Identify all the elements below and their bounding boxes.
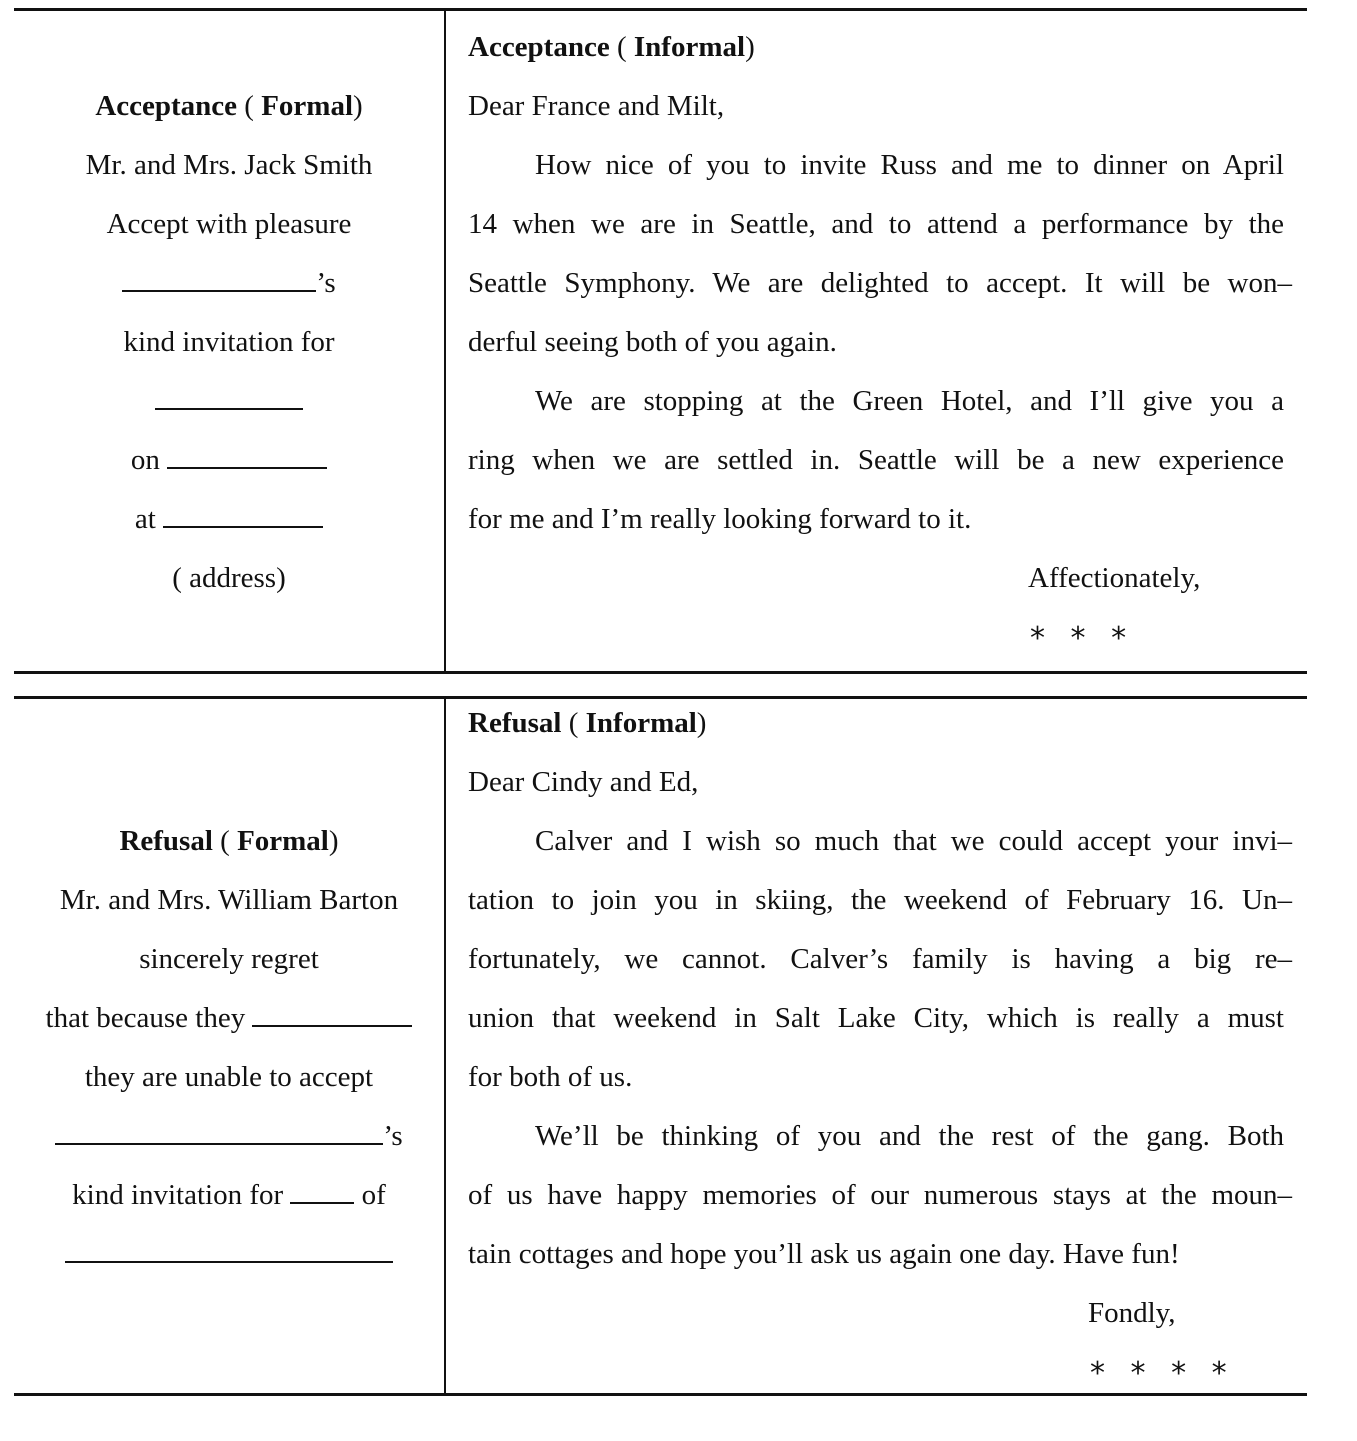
acceptance-formal-accept: Accept with pleasure xyxy=(106,208,352,240)
refusal-informal-p1-line2: tation to join you in skiing, the weekend of February 16. Un– xyxy=(468,884,1292,916)
refusal-informal-salutation: Dear Cindy and Ed, xyxy=(468,766,699,798)
acceptance-informal-p2-line3: for me and I’m really looking forward to it. xyxy=(468,503,972,535)
section-divider-rule-2 xyxy=(14,696,1307,699)
refusal-informal-p1-line1: Calver and I wish so much that we could accept your invi– xyxy=(535,825,1292,857)
because-label: that because they xyxy=(45,1002,246,1034)
acceptance-formal-host-name-line xyxy=(14,266,444,300)
refusal-informal-heading-kind: Informal xyxy=(585,707,697,739)
host-name-blank xyxy=(122,266,316,292)
acceptance-informal-closing: Affectionately, xyxy=(1028,562,1201,594)
refusal-informal-signature: * * * * xyxy=(1090,1356,1235,1391)
column-divider-top xyxy=(444,10,446,672)
possessive-suffix: ’s xyxy=(383,1120,403,1152)
refusal-formal-host-name-line xyxy=(14,1119,444,1153)
possessive-suffix: ’s xyxy=(316,267,336,299)
acceptance-informal-p1-line2: 14 when we are in Seattle, and to attend a performance by the xyxy=(468,208,1284,240)
refusal-formal-heading-kind: Formal xyxy=(237,825,329,857)
reason-blank xyxy=(252,1001,412,1027)
invitation-label: kind invitation for xyxy=(72,1179,284,1211)
refusal-formal-because-line xyxy=(14,1001,444,1035)
refusal-formal-heading: Refusal ( Formal) xyxy=(119,825,339,857)
refusal-informal-p1-line4: union that weekend in Salt Lake City, which is really a must xyxy=(468,1002,1284,1034)
acceptance-informal-p2-line2: ring when we are settled in. Seattle will be a new experience xyxy=(468,444,1284,476)
refusal-formal-invitation-line xyxy=(14,1178,444,1212)
refusal-informal-heading-word: Refusal xyxy=(468,707,562,739)
acceptance-informal-p1-line3: Seattle Symphony. We are delighted to accept. It will be won– xyxy=(468,267,1292,299)
refusal-formal-regret: sincerely regret xyxy=(139,943,319,975)
section-divider-rule-1 xyxy=(14,671,1307,674)
acceptance-informal-p1-line4: derful seeing both of you again. xyxy=(468,326,837,358)
acceptance-formal-host: Mr. and Mrs. Jack Smith xyxy=(85,149,373,181)
at-label: at xyxy=(134,503,156,535)
acceptance-informal-heading-word: Acceptance xyxy=(468,31,610,63)
refusal-informal-p1-line3: fortunately, we cannot. Calver’s family is having a big re– xyxy=(468,943,1292,975)
refusal-informal-p2-line1: We’ll be thinking of you and the rest of the gang. Both xyxy=(535,1120,1284,1152)
acceptance-formal-date-line xyxy=(14,443,444,477)
refusal-formal-host: Mr. and Mrs. William Barton xyxy=(59,884,399,916)
refusal-informal-closing: Fondly, xyxy=(1088,1297,1176,1329)
acceptance-informal-p2-line1: We are stopping at the Green Hotel, and I’ll give you a xyxy=(535,385,1284,417)
acceptance-informal-p1-line1: How nice of you to invite Russ and me to dinner on April xyxy=(535,149,1284,181)
acceptance-formal-time-line xyxy=(14,502,444,536)
acceptance-formal-address: ( address) xyxy=(172,562,286,594)
refusal-formal-heading-word: Refusal xyxy=(119,825,213,857)
refusal-informal-p1-line5: for both of us. xyxy=(468,1061,633,1093)
of-label: of xyxy=(361,1179,386,1211)
refusal-informal-p2-line2: of us have happy memories of our numerous stays at the moun– xyxy=(468,1179,1292,1211)
time-blank xyxy=(163,502,323,528)
column-divider-bottom xyxy=(444,698,446,1394)
event-blank xyxy=(155,384,303,410)
acceptance-formal-heading-kind: Formal xyxy=(261,90,354,122)
acceptance-informal-salutation: Dear France and Milt, xyxy=(468,90,725,122)
acceptance-formal-heading: Acceptance ( Formal) xyxy=(95,90,363,122)
refusal-informal-heading: Refusal ( Informal) xyxy=(468,707,707,739)
host-name-blank xyxy=(55,1119,383,1145)
on-label: on xyxy=(130,444,160,476)
acceptance-informal-signature: * * * xyxy=(1030,621,1135,656)
acceptance-formal-event-line xyxy=(14,384,444,418)
acceptance-formal-invitation: kind invitation for xyxy=(123,326,335,358)
event-blank xyxy=(290,1178,354,1204)
refusal-informal-p2-line3: tain cottages and hope you’ll ask us again one day. Have fun! xyxy=(468,1238,1180,1270)
acceptance-informal-heading: Acceptance ( Informal) xyxy=(468,31,755,63)
date-blank xyxy=(65,1237,393,1263)
refusal-formal-unable: they are unable to accept xyxy=(84,1061,374,1093)
refusal-formal-date-line xyxy=(14,1237,444,1271)
date-blank xyxy=(167,443,327,469)
acceptance-formal-heading-word: Acceptance xyxy=(95,90,238,122)
table-top-rule xyxy=(14,8,1307,11)
acceptance-informal-heading-kind: Informal xyxy=(633,31,746,63)
table-bottom-rule xyxy=(14,1393,1307,1396)
